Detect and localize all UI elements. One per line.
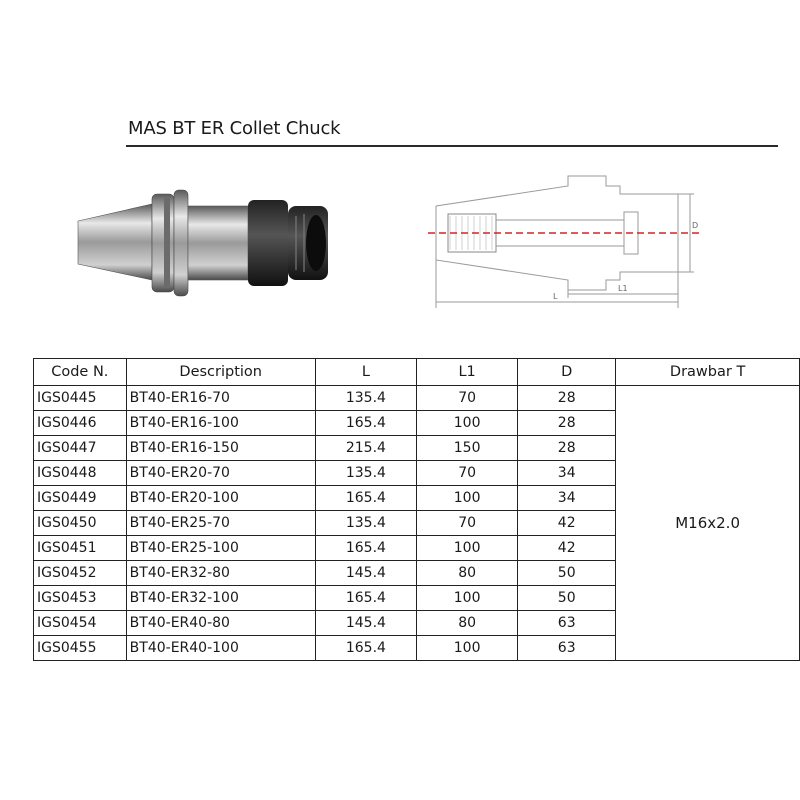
cell-l1: 80 [417, 611, 518, 636]
header-code: Code N. [34, 359, 127, 386]
header-d: D [518, 359, 616, 386]
cell-description: BT40-ER32-80 [126, 561, 315, 586]
cell-description: BT40-ER40-80 [126, 611, 315, 636]
cell-l1: 100 [417, 411, 518, 436]
cell-d: 28 [518, 411, 616, 436]
cell-l: 145.4 [315, 561, 416, 586]
cell-code: IGS0448 [34, 461, 127, 486]
cell-l: 165.4 [315, 486, 416, 511]
label-d: D [692, 221, 699, 230]
cell-description: BT40-ER25-100 [126, 536, 315, 561]
header-l: L [315, 359, 416, 386]
cell-l1: 80 [417, 561, 518, 586]
cell-description: BT40-ER40-100 [126, 636, 315, 661]
cell-d: 42 [518, 511, 616, 536]
cell-l: 165.4 [315, 411, 416, 436]
cell-l1: 70 [417, 386, 518, 411]
table-body [34, 386, 800, 661]
page-title: MAS BT ER Collet Chuck [128, 118, 341, 139]
cell-d: 50 [518, 586, 616, 611]
technical-drawing [428, 168, 708, 308]
cell-code: IGS0451 [34, 536, 127, 561]
cell-l1: 100 [417, 586, 518, 611]
label-l: L [553, 292, 558, 301]
cell-description: BT40-ER20-100 [126, 486, 315, 511]
cell-description: BT40-ER32-100 [126, 586, 315, 611]
cell-description: BT40-ER16-150 [126, 436, 315, 461]
cell-description: BT40-ER25-70 [126, 511, 315, 536]
cell-code: IGS0445 [34, 386, 127, 411]
cell-code: IGS0450 [34, 511, 127, 536]
header-drawbar: Drawbar T [616, 359, 800, 386]
cell-l: 215.4 [315, 436, 416, 461]
cell-code: IGS0449 [34, 486, 127, 511]
cell-l: 135.4 [315, 511, 416, 536]
table-row [34, 386, 800, 411]
cell-code: IGS0447 [34, 436, 127, 461]
cell-code: IGS0452 [34, 561, 127, 586]
cell-d: 63 [518, 636, 616, 661]
cell-l: 165.4 [315, 636, 416, 661]
header-description: Description [126, 359, 315, 386]
table-header-row [34, 359, 800, 386]
cell-l1: 100 [417, 636, 518, 661]
spec-table [33, 358, 800, 661]
cell-code: IGS0454 [34, 611, 127, 636]
cell-code: IGS0446 [34, 411, 127, 436]
cell-l1: 70 [417, 461, 518, 486]
cell-l: 145.4 [315, 611, 416, 636]
cell-d: 28 [518, 386, 616, 411]
cell-description: BT40-ER16-70 [126, 386, 315, 411]
cell-d: 34 [518, 486, 616, 511]
cell-description: BT40-ER16-100 [126, 411, 315, 436]
cell-d: 50 [518, 561, 616, 586]
cell-l: 165.4 [315, 536, 416, 561]
cell-description: BT40-ER20-70 [126, 461, 315, 486]
cell-d: 42 [518, 536, 616, 561]
cell-l: 135.4 [315, 461, 416, 486]
cell-code: IGS0453 [34, 586, 127, 611]
label-l1: L1 [618, 284, 628, 293]
title-divider [126, 145, 778, 147]
header-l1: L1 [417, 359, 518, 386]
cell-l: 135.4 [315, 386, 416, 411]
cell-l1: 70 [417, 511, 518, 536]
cell-l: 165.4 [315, 586, 416, 611]
cell-l1: 150 [417, 436, 518, 461]
cell-d: 63 [518, 611, 616, 636]
cell-drawbar: M16x2.0 [616, 386, 800, 661]
collet-chuck-photo [70, 176, 340, 311]
cell-code: IGS0455 [34, 636, 127, 661]
cell-l1: 100 [417, 536, 518, 561]
cell-l1: 100 [417, 486, 518, 511]
cell-d: 34 [518, 461, 616, 486]
cell-d: 28 [518, 436, 616, 461]
